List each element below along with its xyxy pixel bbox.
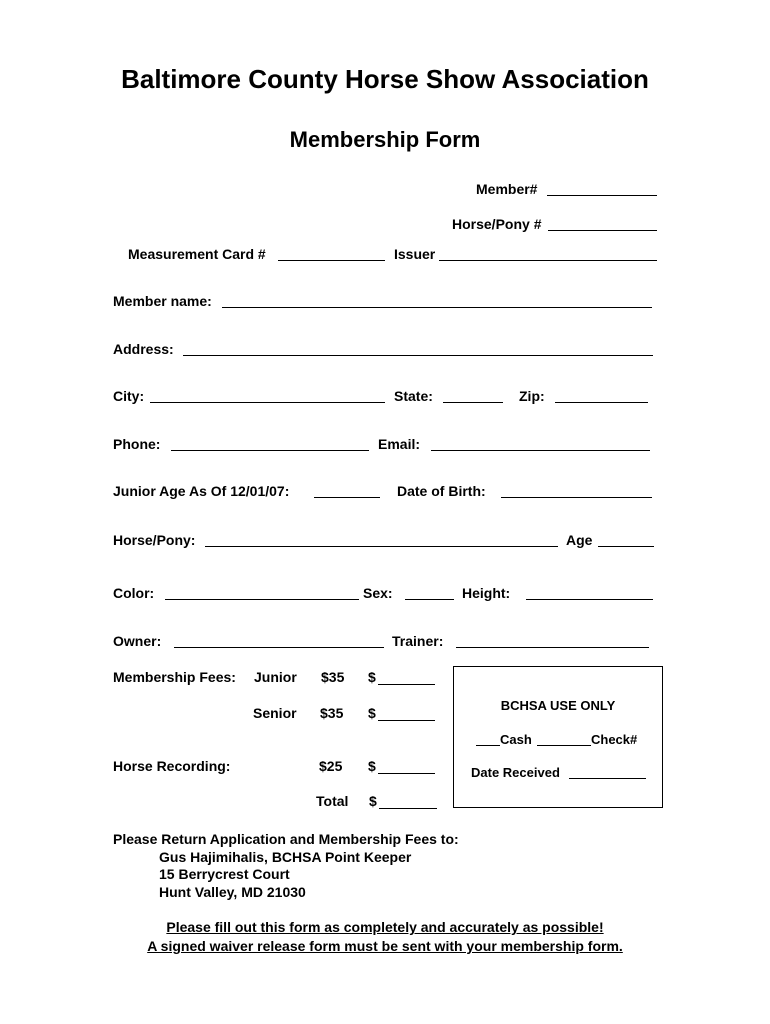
address-field[interactable] (183, 355, 653, 356)
horse-pony-number-field[interactable] (548, 230, 657, 231)
city-field[interactable] (150, 402, 385, 403)
senior-fee-field[interactable] (378, 720, 435, 721)
member-number-field[interactable] (547, 195, 657, 196)
total-field[interactable] (379, 808, 437, 809)
issuer-label: Issuer (394, 246, 436, 262)
page-title: Baltimore County Horse Show Association (121, 64, 649, 94)
address-label: Address: (113, 341, 174, 357)
junior-fee-amount: $35 (321, 669, 345, 685)
owner-label: Owner: (113, 633, 162, 649)
email-field[interactable] (431, 450, 650, 451)
trainer-field[interactable] (456, 647, 649, 648)
cash-label: Cash (500, 732, 532, 747)
horse-recording-dollar: $ (368, 758, 376, 774)
trainer-label: Trainer: (392, 633, 444, 649)
check-field[interactable] (537, 745, 591, 746)
note-waiver-required: A signed waiver release form must be sent with your membership form. (147, 938, 623, 954)
member-name-label: Member name: (113, 293, 212, 309)
phone-field[interactable] (171, 450, 369, 451)
return-line-1: Gus Hajimihalis, BCHSA Point Keeper (159, 849, 412, 865)
measurement-card-field[interactable] (278, 260, 385, 261)
age-label: Age (566, 532, 593, 548)
check-label: Check# (591, 732, 638, 747)
office-use-heading: BCHSA USE ONLY (500, 698, 616, 713)
date-of-birth-field[interactable] (501, 497, 652, 498)
member-name-field[interactable] (222, 307, 652, 308)
horse-recording-label: Horse Recording: (113, 758, 231, 774)
junior-fee-label: Junior (254, 669, 297, 685)
date-received-field[interactable] (569, 778, 646, 779)
horse-pony-number-label: Horse/Pony # (452, 216, 542, 232)
junior-age-field[interactable] (314, 497, 380, 498)
height-label: Height: (462, 585, 511, 601)
total-dollar: $ (369, 793, 377, 809)
junior-dollar: $ (368, 669, 376, 685)
junior-age-label: Junior Age As Of 12/01/07: (113, 483, 290, 499)
owner-field[interactable] (174, 647, 384, 648)
member-number-label: Member# (476, 181, 538, 197)
issuer-field[interactable] (439, 260, 657, 261)
horse-recording-amount: $25 (319, 758, 343, 774)
note-complete-form: Please fill out this form as completely and accurately as possible! (166, 919, 604, 935)
color-label: Color: (113, 585, 155, 601)
phone-label: Phone: (113, 436, 161, 452)
total-label: Total (316, 793, 349, 809)
measurement-card-label: Measurement Card # (128, 246, 266, 262)
city-label: City: (113, 388, 145, 404)
senior-fee-amount: $35 (320, 705, 344, 721)
zip-field[interactable] (555, 402, 648, 403)
form-subtitle: Membership Form (289, 127, 481, 152)
state-field[interactable] (443, 402, 503, 403)
senior-fee-label: Senior (253, 705, 297, 721)
date-received-label: Date Received (471, 765, 560, 780)
email-label: Email: (378, 436, 421, 452)
height-field[interactable] (526, 599, 653, 600)
senior-dollar: $ (368, 705, 376, 721)
age-field[interactable] (598, 546, 654, 547)
membership-fees-label: Membership Fees: (113, 669, 236, 685)
horse-recording-field[interactable] (378, 773, 435, 774)
horse-pony-field[interactable] (205, 546, 558, 547)
date-of-birth-label: Date of Birth: (397, 483, 486, 499)
return-heading: Please Return Application and Membership Fees to: (113, 831, 459, 847)
cash-field[interactable] (476, 745, 500, 746)
horse-pony-label: Horse/Pony: (113, 532, 196, 548)
junior-fee-field[interactable] (378, 684, 435, 685)
color-field[interactable] (165, 599, 359, 600)
return-line-2: 15 Berrycrest Court (159, 866, 290, 882)
sex-field[interactable] (405, 599, 454, 600)
zip-label: Zip: (519, 388, 545, 404)
return-line-3: Hunt Valley, MD 21030 (159, 884, 306, 900)
state-label: State: (394, 388, 433, 404)
sex-label: Sex: (363, 585, 393, 601)
